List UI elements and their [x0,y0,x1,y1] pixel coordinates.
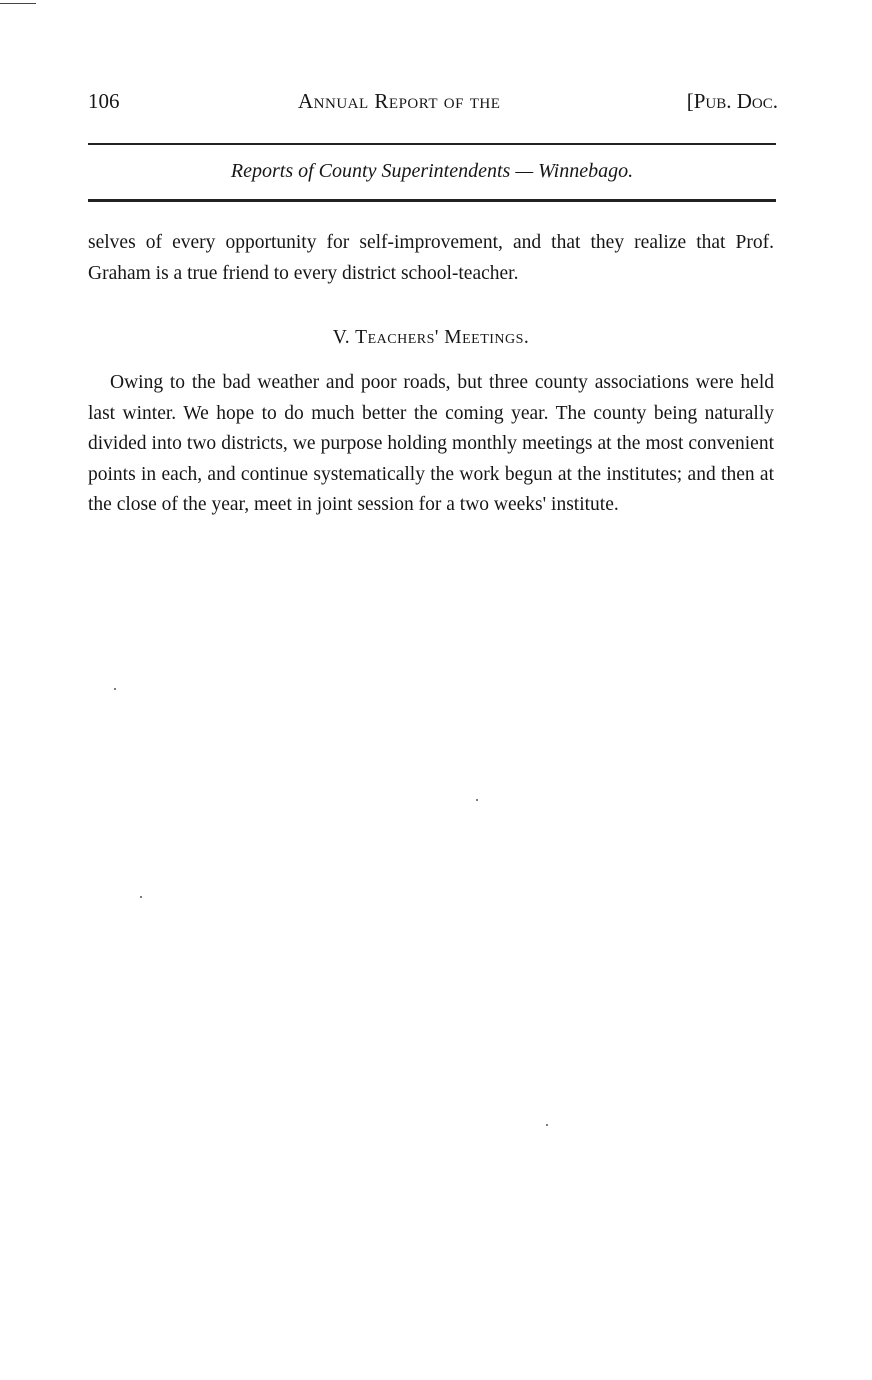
paragraph-continued: selves of every opportunity for self-improvement, and that they realize that Prof. Graham is a true friend to every district school-teacher. [88,232,774,284]
paragraph-teachers-meetings: Owing to the bad weather and poor roads, but three county associations were held last winter. We hope to do much better the coming year. The county being naturally divided into two districts, we purpose holding monthly meetings at the most convenient points in each, and continue systematically the work begun at the institutes; and then at the close of the year, meet in joint session for a two weeks' institute. [88,372,774,515]
document-label: [Pub. Doc. [686,89,778,113]
running-header [88,86,778,116]
section-subheading: V. Teachers' Meetings. [332,327,530,348]
scan-speck [114,688,116,690]
running-title: Annual Report of the [298,89,501,113]
header-rule-bottom [88,199,776,202]
section-head: Reports of County Superintendents — Winnebago. [230,160,634,182]
scan-speck [140,896,142,898]
header-rule-top [88,143,776,145]
corner-scan-mark [0,3,36,4]
scan-speck [546,1124,548,1126]
scan-speck [476,799,478,801]
page-number: 106 [88,89,120,113]
